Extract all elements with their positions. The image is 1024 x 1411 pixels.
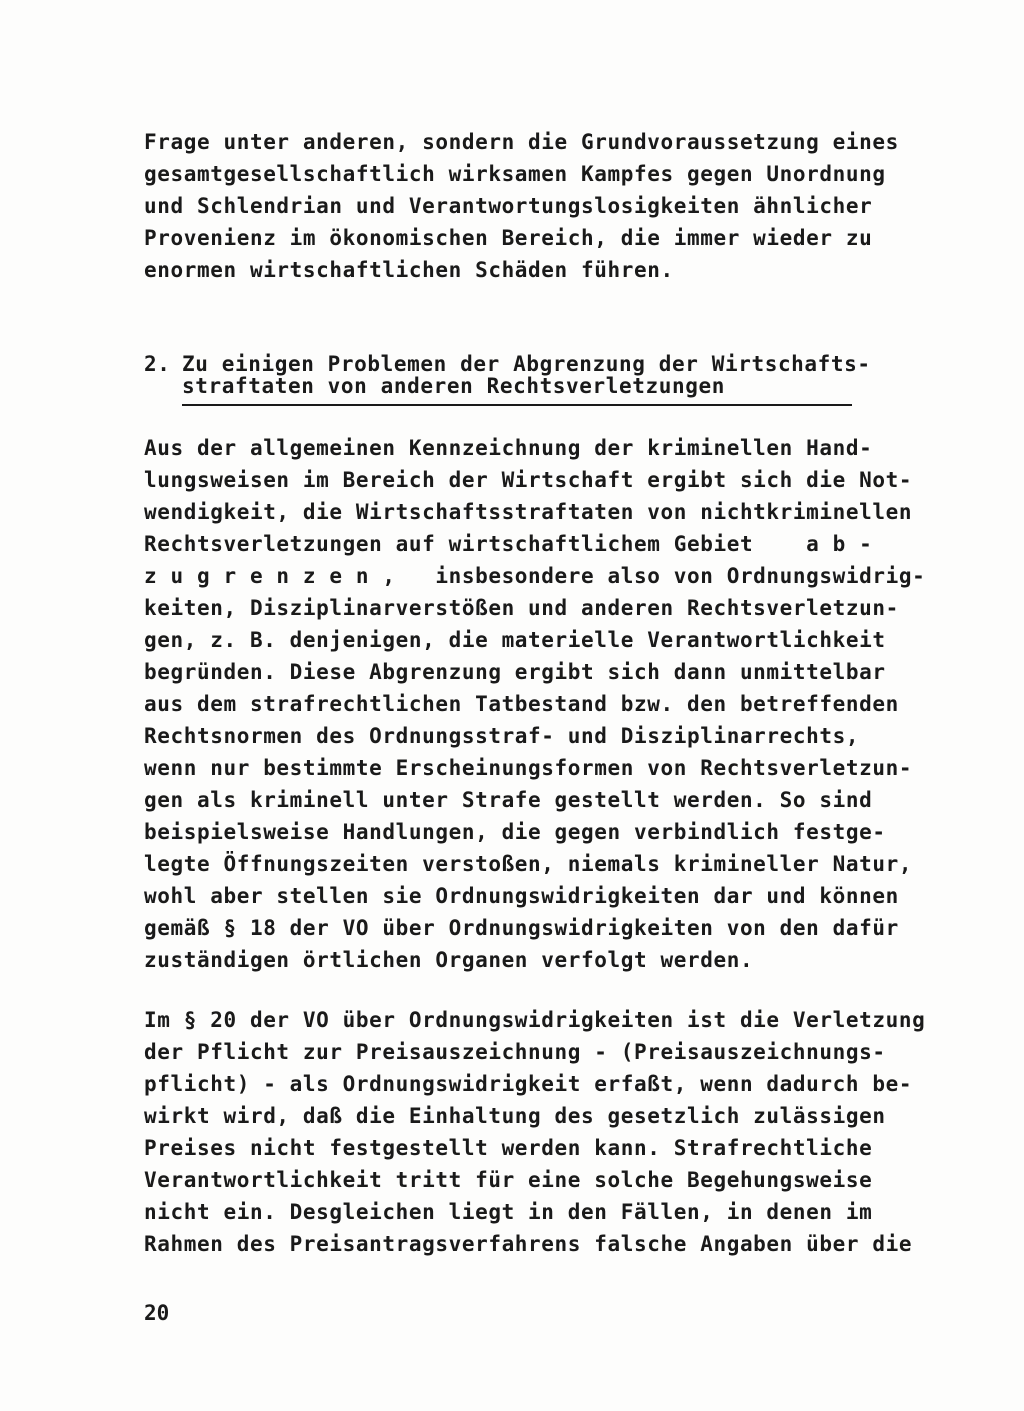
paragraph-line: Verantwortlichkeit tritt für eine solche Begehungsweise	[144, 1168, 873, 1192]
paragraph-line: gesamtgesellschaftlich wirksamen Kampfes gegen Unordnung	[144, 162, 886, 186]
paragraph-line: zuständigen örtlichen Organen verfolgt werden.	[144, 948, 754, 972]
paragraph-line: Provenienz im ökonomischen Bereich, die immer wieder zu	[144, 226, 873, 250]
paragraph-line: Preises nicht festgestellt werden kann. Strafrechtliche	[144, 1136, 873, 1160]
paragraph-line: Rahmen des Preisantragsverfahrens falsche Angaben über die	[144, 1232, 913, 1256]
paragraph-line: gemäß § 18 der VO über Ordnungswidrigkeiten von den dafür	[144, 916, 899, 940]
paragraph-line: gen, z. B. denjenigen, die materielle Verantwortlichkeit	[144, 628, 886, 652]
paragraph-line: begründen. Diese Abgrenzung ergibt sich dann unmittelbar	[144, 660, 886, 684]
paragraph-line: wohl aber stellen sie Ordnungswidrigkeiten dar und können	[144, 884, 899, 908]
paragraph-line: nicht ein. Desgleichen liegt in den Fällen, in denen im	[144, 1200, 873, 1224]
paragraph-line: Rechtsnormen des Ordnungsstraf- und Disziplinarrechts,	[144, 724, 860, 748]
paragraph-line: der Pflicht zur Preisauszeichnung - (Preisauszeichnungs-	[144, 1040, 886, 1064]
paragraph-line: Im § 20 der VO über Ordnungswidrigkeiten ist die Verletzung	[144, 1008, 926, 1032]
paragraph-line: aus dem strafrechtlichen Tatbestand bzw. den betreffenden	[144, 692, 899, 716]
paragraph-line: beispielsweise Handlungen, die gegen verbindlich festge-	[144, 820, 886, 844]
paragraph-line: enormen wirtschaftlichen Schäden führen.	[144, 258, 674, 282]
paragraph-line: Rechtsverletzungen auf wirtschaftlichem Gebiet a b -	[144, 532, 873, 556]
paragraph-line: z u g r e n z e n , insbesondere also von Ordnungswidrig-	[144, 564, 926, 588]
section-number: 2.	[144, 352, 171, 376]
paragraph-line: Aus der allgemeinen Kennzeichnung der kriminellen Hand-	[144, 436, 873, 460]
paragraph-line: wirkt wird, daß die Einhaltung des gesetzlich zulässigen	[144, 1104, 886, 1128]
page-number: 20	[144, 1301, 170, 1325]
section-heading-line: Zu einigen Problemen der Abgrenzung der Wirtschafts-	[182, 352, 871, 376]
heading-underline	[182, 404, 852, 406]
paragraph-line: und Schlendrian und Verantwortungslosigkeiten ähnlicher	[144, 194, 873, 218]
paragraph-line: pflicht) - als Ordnungswidrigkeit erfaßt, wenn dadurch be-	[144, 1072, 913, 1096]
paragraph-line: legte Öffnungszeiten verstoßen, niemals krimineller Natur,	[144, 852, 913, 876]
paragraph-line: Frage unter anderen, sondern die Grundvoraussetzung eines	[144, 130, 899, 154]
paragraph-line: wenn nur bestimmte Erscheinungsformen von Rechtsverletzun-	[144, 756, 913, 780]
section-heading-line: straftaten von anderen Rechtsverletzungen	[182, 374, 725, 398]
paragraph-line: keiten, Disziplinarverstößen und anderen Rechtsverletzun-	[144, 596, 899, 620]
paragraph-line: gen als kriminell unter Strafe gestellt werden. So sind	[144, 788, 873, 812]
paragraph-line: wendigkeit, die Wirtschaftsstraftaten von nichtkriminellen	[144, 500, 913, 524]
paragraph-line: lungsweisen im Bereich der Wirtschaft ergibt sich die Not-	[144, 468, 913, 492]
